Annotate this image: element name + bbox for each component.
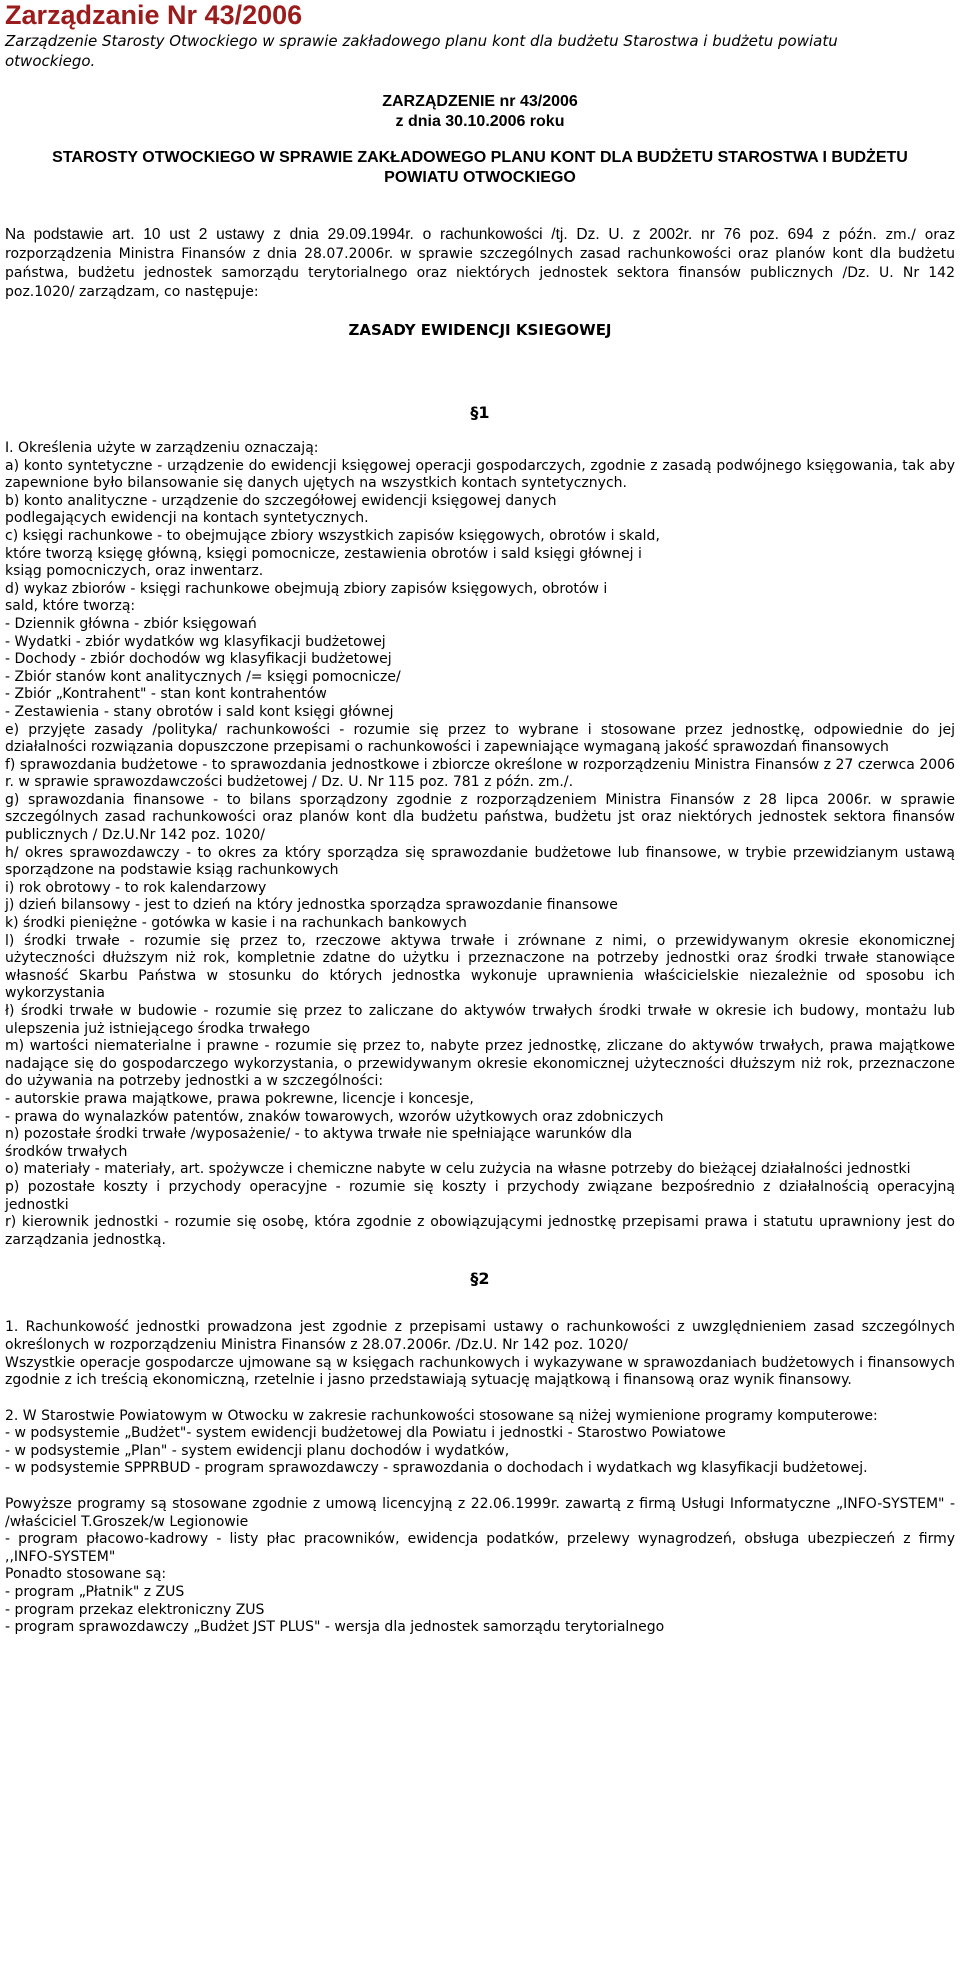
paragraph-2-block — [5, 1319, 955, 1389]
definition-line: b) konto analityczne - urządzenie do szczegółowej ewidencji księgowej danych — [5, 492, 557, 509]
definition-line: - prawa do wynalazków patentów, znaków towarowych, wzorów użytkowych oraz zdobniczych — [5, 1108, 664, 1125]
decree-subject: STAROSTY OTWOCKIEGO W SPRAWIE ZAKŁADOWEGO PLANU KONT DLA BUDŻETU STAROSTWA I BUDŻETU POWIATU OTWOCKIEGO — [52, 149, 908, 186]
definition-line: g) sprawozdania finansowe - to bilans sporządzony zgodnie z rozporządzeniem Ministra Finansów z 28 lipca 2006r. w sprawie szczególnych zasad rachunkowości oraz planów kont dla budżetu państwa, budżetu jst oraz niektórych jednostek sektora finansów publicznych / Dz.U.Nr 142 poz. 1020/ — [5, 791, 955, 844]
block-gap — [5, 1478, 955, 1496]
definition-line: n) pozostałe środki trwałe /wyposażenie/ - to aktywa trwałe nie spełniające warunków dla — [5, 1126, 633, 1143]
paragraph-2-line: Ponadto stosowane są: — [5, 1566, 167, 1583]
paragraph-1-body — [5, 440, 955, 1249]
definition-line: k) środki pieniężne - gotówka w kasie i na rachunkach bankowych — [5, 915, 467, 932]
legal-basis-paragraph — [5, 225, 955, 302]
definition-line: podlegających ewidencji na kontach syntetycznych. — [5, 510, 369, 527]
paragraph-1-sign: §1 — [470, 403, 490, 422]
definition-line: - Zestawienia - stany obrotów i sald kont księgi głównej — [5, 703, 394, 720]
paragraph-2-line: Powyższe programy są stosowane zgodnie z umową licencyjną z 22.06.1999r. zawartą z firmą Usługi Informatyczne „INFO-SYSTEM" - /właściciel T.Groszek/w Legionowie — [5, 1496, 955, 1530]
section-title: ZASADY EWIDENCJI KSIEGOWEJ — [348, 321, 612, 339]
definition-line: - Dochody - zbiór dochodów wg klasyfikacji budżetowej — [5, 651, 392, 668]
paragraph-2-line: - program przekaz elektroniczny ZUS — [5, 1601, 265, 1618]
definition-line: f) sprawozdania budżetowe - to sprawozdania jednostkowe i zbiorcze określone w rozporządzeniu Ministra Finansów z 27 czerwca 2006 r. w sprawie sprawozdawczości budżetowej / Dz. U. Nr 115 poz. 781 z późn. zm./. — [5, 756, 955, 791]
paragraph-2-line: 1. Rachunkowość jednostki prowadzona jest zgodnie z przepisami ustawy o rachunkowości z uwzględnieniem zasad szczególnych określonych w rozporządzeniu Ministra Finansów z 28.07.2006r. /Dz.U. Nr 142 poz. 1020/ — [5, 1319, 955, 1353]
definition-line: ksiąg pomocniczych, oraz inwentarz. — [5, 563, 264, 580]
definition-line: a) konto syntetyczne - urządzenie do ewidencji księgowej operacji gospodarczych, zgodnie z zasadą podwójnego księgowania, tak aby zapewnione było bilansowanie się danych ujętych na wszystkich kontach syntetycznych. — [5, 457, 955, 492]
paragraph-2-line: - program płacowo-kadrowy - listy płac pracowników, ewidencja podatków, przelewy wynagrodzeń, obsługa ubezpieczeń z firmy ,,INFO-SYSTEM" — [5, 1531, 955, 1565]
definition-line: środków trwałych — [5, 1143, 128, 1160]
decree-date: z dnia 30.10.2006 roku — [395, 113, 565, 130]
definition-line: sald, które tworzą: — [5, 598, 136, 615]
definition-line: - Zbiór „Kontrahent" - stan kont kontrahentów — [5, 686, 327, 703]
document-subtitle: Zarządzenie Starosty Otwockiego w sprawie zakładowego planu kont dla budżetu Starostwa i budżetu powiatu otwockiego. — [5, 32, 838, 70]
definition-line: j) dzień bilansowy - jest to dzień na który jednostka sporządza sprawozdanie finansowe — [5, 897, 618, 914]
definition-line: i) rok obrotowy - to rok kalendarzowy — [5, 879, 267, 896]
definition-line: - Wydatki - zbiór wydatków wg klasyfikacji budżetowej — [5, 633, 386, 650]
definition-line: p) pozostałe koszty i przychody operacyjne - rozumie się koszty i przychody związane bezpośrednio z działalnością operacyjną jednostki — [5, 1178, 955, 1213]
definition-line: ł) środki trwałe w budowie - rozumie się przez to zaliczane do aktywów trwałych środki trwałe w okresie ich budowy, montażu lub ulepszenia już istniejącego środka trwałego — [5, 1003, 955, 1037]
definition-line: - Zbiór stanów kont analitycznych /= księgi pomocnicze/ — [5, 668, 401, 685]
definition-line: e) przyjęte zasady /polityka/ rachunkowości - rozumie się przez to wybrane i stosowane przez jednostkę, odpowiednie do jej działalności rozwiązania dopuszczone przepisami o rachunkowości i zapewniające wymaganą jakość sprawozdań finansowych — [5, 721, 955, 756]
definition-line: d) wykaz zbiorów - księgi rachunkowe obejmują zbiory zapisów księgowych, obrotów i — [5, 580, 608, 597]
paragraph-2-block — [5, 1408, 955, 1478]
definition-line: r) kierownik jednostki - rozumie się osobę, która zgodnie z obowiązującymi jednostkę przepisami prawa i statutu uprawniony jest do zarządzania jednostką. — [5, 1214, 955, 1248]
document-title: Zarządzanie Nr 43/2006 — [5, 0, 303, 30]
paragraph-2-line: - w podsystemie „Budżet"- system ewidencji budżetowej dla Powiatu i jednostki - Starostwo Powiatowe — [5, 1425, 726, 1442]
paragraph-2-line: - program „Płatnik" z ZUS — [5, 1584, 185, 1601]
paragraph-2-body — [5, 1319, 955, 1637]
legal-basis-part2: z późn. zm./ oraz rozporządzenia Ministra Finansów z dnia 28.07.2006r. w sprawie szczególnych zasad rachunkowości oraz planów kont dla budżetu państwa, budżetu jednostek samorządu terytorialnego oraz niektórych jednostek sektora finansów publicznych /Dz. U. Nr 142 poz.1020/ zarządzam, co następuje: — [5, 227, 955, 300]
definition-line: o) materiały - materiały, art. spożywcze i chemiczne nabyte w celu zużycia na własne potrzeby do bieżącej działalności jednostki — [5, 1161, 911, 1178]
definition-line: - autorskie prawa majątkowe, prawa pokrewne, licencje i koncesje, — [5, 1090, 474, 1107]
definition-line: I. Określenia użyte w zarządzeniu oznaczają: — [5, 440, 319, 456]
paragraph-2-line: - program sprawozdawczy „Budżet JST PLUS" - wersja dla jednostek samorządu terytorialnego — [5, 1619, 665, 1636]
paragraph-2-line: 2. W Starostwie Powiatowym w Otwocku w zakresie rachunkowości stosowane są niżej wymienione programy komputerowe: — [5, 1407, 878, 1424]
paragraph-2-line: - w podsystemie SPPRBUD - program sprawozdawczy - sprawozdania o dochodach i wydatkach wg klasyfikacji budżetowej. — [5, 1460, 868, 1477]
legal-basis-part1: Na podstawie art. 10 ust 2 ustawy z dnia 29.09.1994r. o rachunkowości /tj. Dz. U. z 2002r. nr 76 poz. 694 — [5, 226, 814, 243]
paragraph-2-sign: §2 — [470, 1269, 490, 1289]
definition-line: l) środki trwałe - rozumie się przez to, rzeczowe aktywa trwałe i zrównane z nimi, o przewidywanym okresie ekonomicznej użyteczności dłuższym niż rok, kompletnie zdatne do użytku i przeznaczone na potrzeby jednostki oraz środki trwałe stanowiące własność Skarbu Państwa w stosunku do których jednostka wykonuje uprawnienia właścicielskie niezależnie od sposobu ich wykorzystania — [5, 932, 955, 1002]
definition-line: h/ okres sprawozdawczy - to okres za który sporządza się sprawozdanie budżetowe lub finansowe, w trybie przewidzianym ustawą sporządzone na podstawie ksiąg rachunkowych — [5, 844, 955, 879]
definition-line: m) wartości niematerialne i prawne - rozumie się przez to, nabyte przez jednostkę, zliczane do aktywów trwałych, prawa majątkowe nadające się do gospodarczego wykorzystania, o przewidywanym okresie ekonomicznej użyteczności dłuższym niż rok, przeznaczone do używania na potrzeby jednostki a w szczególności: — [5, 1038, 955, 1090]
definition-line: c) księgi rachunkowe - to obejmujące zbiory wszystkich zapisów księgowych, obrotów i skald, — [5, 527, 660, 544]
paragraph-2-line: - w podsystemie „Plan" - system ewidencji planu dochodów i wydatków, — [5, 1442, 510, 1459]
decree-number: ZARZĄDZENIE nr 43/2006 — [382, 93, 578, 110]
block-gap — [5, 1390, 955, 1408]
definition-line: które tworzą księgę główną, księgi pomocnicze, zestawienia obrotów i sald księgi głównej i — [5, 545, 642, 562]
definition-line: - Dziennik główna - zbiór księgowań — [5, 615, 257, 632]
paragraph-2-block — [5, 1496, 955, 1637]
paragraph-2-line: Wszystkie operacje gospodarcze ujmowane są w księgach rachunkowych i wykazywane w sprawozdaniach budżetowych i finansowych zgodnie z ich treścią ekonomiczną, rzetelnie i jasno przedstawiają sytuację majątkową i finansową oraz wynik finansowy. — [5, 1354, 955, 1389]
